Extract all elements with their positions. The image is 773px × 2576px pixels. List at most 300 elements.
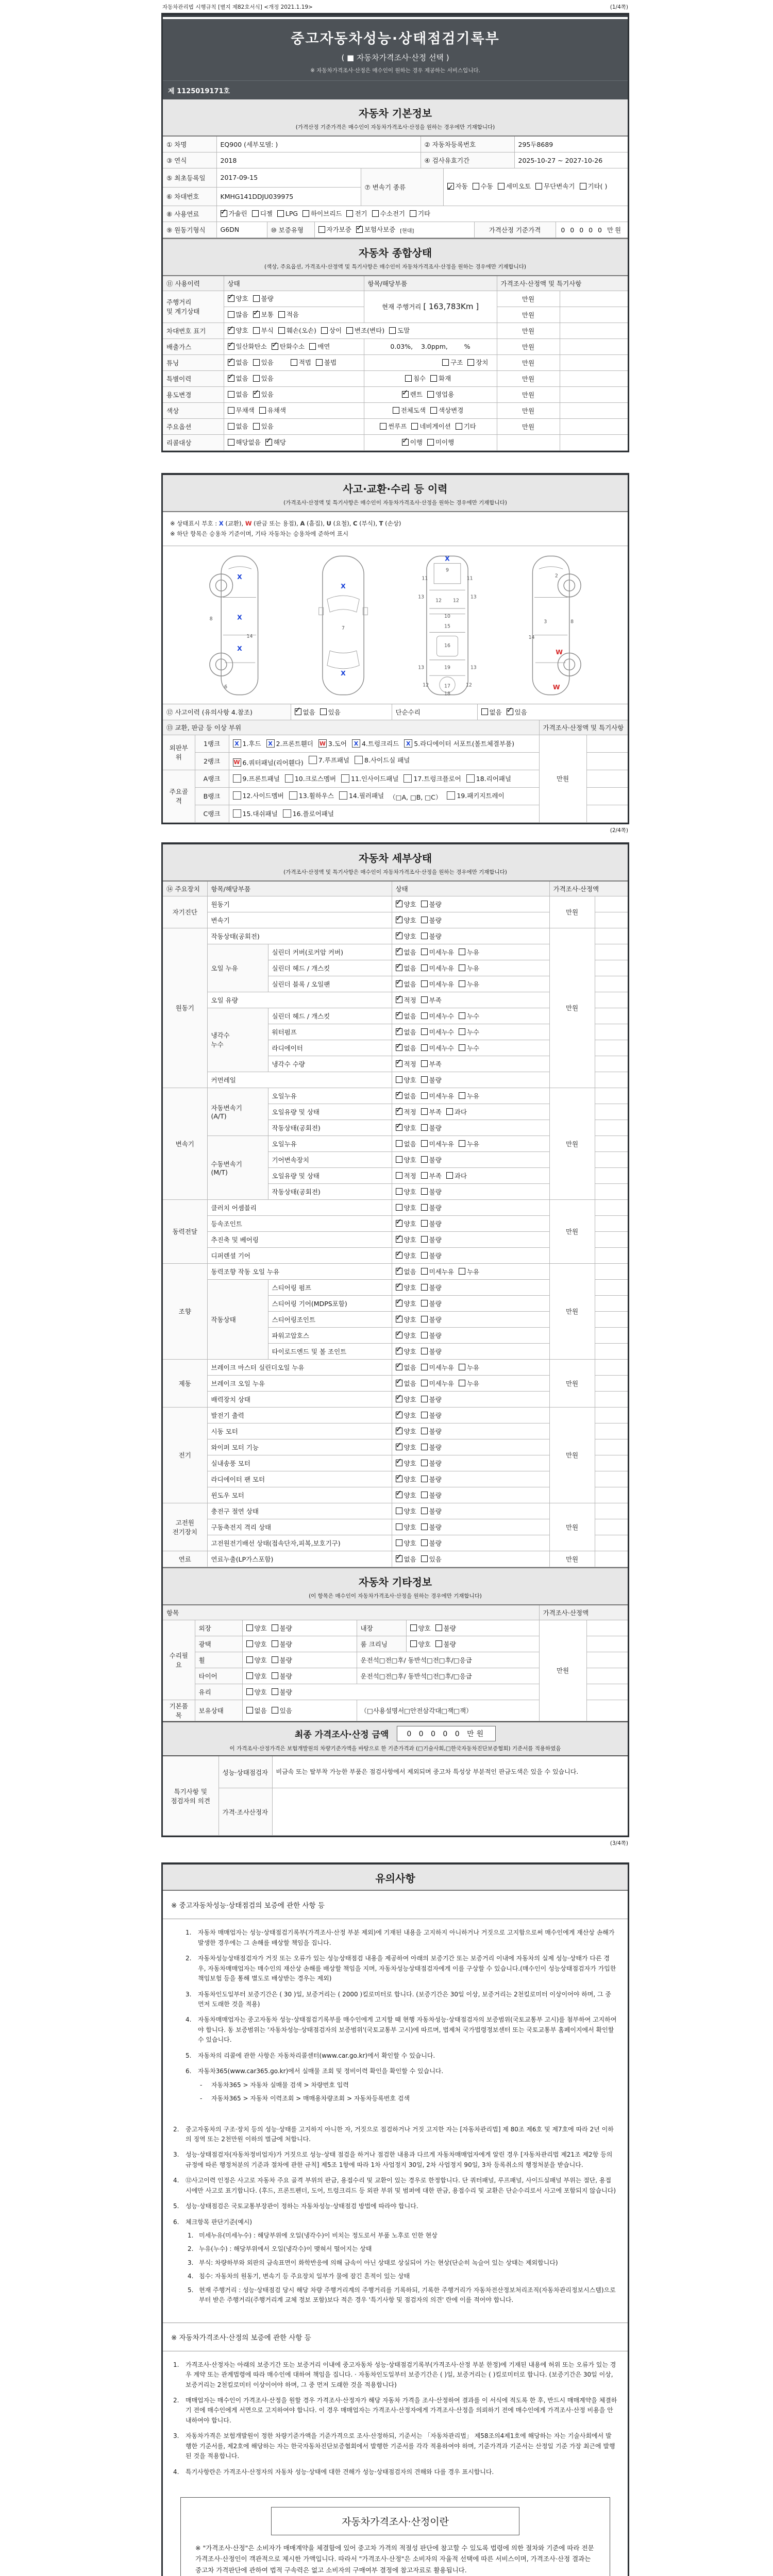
checkbox-option[interactable]: 불량 bbox=[421, 1283, 442, 1292]
checkbox-option[interactable]: 누수 bbox=[459, 1043, 479, 1053]
checkbox-option[interactable]: ✓ 일산화탄소 bbox=[228, 342, 267, 351]
checkbox-option[interactable]: 불량 bbox=[421, 931, 442, 941]
checkbox-option[interactable]: 미세누유 bbox=[421, 963, 454, 973]
checkbox-option[interactable]: ✓ 적정 bbox=[396, 1107, 416, 1116]
panel-item[interactable]: 12.사이드멤버 bbox=[233, 791, 284, 800]
checkbox-option[interactable]: 누유 bbox=[459, 947, 479, 957]
checkbox-option[interactable]: ✓ 양호 bbox=[396, 1331, 416, 1340]
checkbox-icon bbox=[396, 933, 402, 939]
checkbox-icon bbox=[421, 1092, 428, 1099]
checkbox-option[interactable]: ✓ 없음 bbox=[396, 1363, 416, 1372]
checkbox-option[interactable]: ✓ 양호 bbox=[396, 1459, 416, 1468]
field-label: ⑥ 차대번호 bbox=[163, 187, 216, 206]
table-row: 변속기 자동변속기 (A/T) 오일누유 ✓ 없음 미세누유 누유 만원 bbox=[163, 1088, 628, 1104]
checkbox-option[interactable]: ✓ 적정 bbox=[396, 1059, 416, 1069]
damage-mark-12: 12 bbox=[435, 598, 442, 604]
checkbox-option[interactable]: 미세누유 bbox=[421, 979, 454, 989]
note-item: 1. 자동차 매매업자는 성능·상태점검기록부(가격조사·산정 부분 제외)에 기재된 내용을 고지하지 아니하거나 거짓으로 고지함으로써 매수인에게 재산상 손해가 발생한 경우에는 그 손해를 배상할 책임을 집니다. bbox=[186, 1929, 615, 1946]
checkbox-option[interactable]: 부족 bbox=[421, 1171, 442, 1180]
note-item: 5. 성능·상태점검은 국토교통부장관이 정하는 자동차성능·상태점검 방법에 따라야 합니다. bbox=[173, 2202, 418, 2210]
field-label: 가격산정 기준가격 bbox=[474, 222, 556, 238]
panel-item[interactable]: X 4.트렁크리드 bbox=[352, 739, 399, 748]
checkbox-option[interactable]: ✓ 없음 bbox=[396, 1554, 416, 1564]
checkbox-option[interactable]: 누유 bbox=[459, 1379, 479, 1388]
checkbox-option[interactable]: 누유 bbox=[459, 1091, 479, 1100]
panel-item[interactable]: X 5.라디에이터 서포트(볼트체결부품) bbox=[404, 739, 514, 748]
checkbox-option[interactable]: 불량 bbox=[421, 1506, 442, 1516]
section-detail-header bbox=[163, 844, 628, 882]
checkbox-option[interactable]: 없음 bbox=[246, 1706, 267, 1715]
checkbox-icon bbox=[473, 183, 479, 190]
checkbox-option[interactable]: 수동 bbox=[473, 180, 493, 193]
checkbox-icon bbox=[421, 1316, 428, 1323]
checkbox-icon bbox=[396, 1284, 402, 1291]
checkbox-option[interactable]: 누유 bbox=[459, 1363, 479, 1372]
checkbox-icon bbox=[421, 1348, 428, 1354]
checkbox-option[interactable]: 부족 bbox=[421, 1059, 442, 1069]
checkbox-icon bbox=[396, 917, 402, 923]
column-header: 가격조사·산정액 및 특기사항 bbox=[539, 720, 628, 735]
checkbox-option[interactable]: 불량 bbox=[421, 1347, 442, 1356]
checkbox-option[interactable]: 영업용 bbox=[427, 389, 454, 399]
checkbox-option[interactable]: 불량 bbox=[421, 1522, 442, 1532]
panel-item[interactable]: 7.루프패널 bbox=[309, 755, 349, 765]
section-accident-title: 사고·교환·수리 등 이력 bbox=[343, 482, 448, 495]
table-row: 브레이크 오일 누유 ✓ 없음 미세누유 누유 bbox=[163, 1375, 628, 1391]
checkbox-option[interactable]: 불량 bbox=[272, 1687, 292, 1697]
checkbox-option[interactable]: 불량 bbox=[421, 1538, 442, 1548]
checkbox-option[interactable]: 불량 bbox=[253, 294, 274, 303]
checkbox-icon bbox=[252, 210, 259, 217]
title-divider bbox=[163, 15, 628, 17]
panel-item[interactable]: 8.사이드실 패널 bbox=[355, 755, 410, 765]
panel-item[interactable]: 18.리어패널 bbox=[466, 774, 511, 783]
table-row: 튜닝 ✓ 없음 있음 적법 불법 구조 장치 만원 bbox=[163, 354, 628, 370]
pricing-info-box bbox=[180, 2497, 610, 2576]
checkbox-option[interactable]: ✓ 양호 bbox=[396, 1475, 416, 1484]
panel-item[interactable]: 17.트렁크플로어 bbox=[404, 774, 461, 783]
note-item: 1. 가격조사·산정자는 아래의 보증기간 또는 보증거리 이내에 중고자동차 성능·상태점검기록부(가격조사·산정 부분 한정)에 기재된 내용에 허위 또는 오류가 있는 경우 계약 또는 관계법령에 따라 매수인에 대하여 책임을 집니다. · 자동차인도일부터 보증기간은 ( )일, 보증거리는 ( )킬로미터로 합니다. (보증기간은 30일 이상, 보증거리는 2천킬로미터 이상이어야 하며, 그 중 먼저 도래한 것을 적용합니다) bbox=[173, 2361, 616, 2388]
checkbox-option[interactable]: 미세누유 bbox=[421, 947, 454, 957]
checkbox-icon bbox=[396, 1476, 402, 1482]
checkbox-option[interactable]: ✓ 양호 bbox=[396, 931, 416, 941]
checkbox-option[interactable]: ✓ 렌트 bbox=[402, 389, 423, 399]
checkbox-option[interactable]: 없음 bbox=[481, 707, 502, 717]
panel-item[interactable]: 9.프론트패널 bbox=[233, 774, 280, 783]
checkbox-option[interactable]: 불량 bbox=[421, 1203, 442, 1212]
checkbox-option[interactable]: 양호 bbox=[396, 1538, 416, 1548]
checkbox-option[interactable]: 적정 bbox=[396, 1171, 416, 1180]
checkbox-option[interactable]: 양호 bbox=[246, 1639, 267, 1649]
checkbox-option[interactable]: 양호 bbox=[410, 1639, 431, 1649]
checkbox-option[interactable]: ✓ 없음 bbox=[396, 1091, 416, 1100]
checkbox-icon bbox=[272, 343, 278, 350]
checkbox-option[interactable]: 없음 bbox=[228, 421, 248, 431]
checkbox-option[interactable]: 불량 bbox=[272, 1671, 292, 1681]
checkbox-option[interactable]: 불량 bbox=[272, 1623, 292, 1633]
checkbox-option[interactable]: ✓ 양호 bbox=[396, 1299, 416, 1308]
damage-mark-13: 13 bbox=[418, 665, 425, 671]
table-row: 오일유량 및 상태 적정 부족 과다 bbox=[163, 1167, 628, 1183]
pricing-info-body: ※ "가격조사·산정"은 소비자가 매매계약을 체결함에 있어 중고차 가격의 적절성 판단에 참고할 수 있도록 법령에 의한 절차와 기준에 따라 전문 가격조사·산정인이 객관적으로 제시한 가액입니다. 따라서 "가격조사·산정"은 소비자의 자율적 선택에 따른 서비스이며, 가격조사·산정 결과는 중고차 가격판단에 관하여 법적 구속력은 없고 소비자의 구매여부 결정에 참고자료로 활용됩니다. bbox=[195, 2544, 594, 2574]
checkbox-option[interactable]: ✓ 양호 bbox=[396, 1219, 416, 1228]
checkbox-icon bbox=[253, 327, 260, 334]
checkbox-option[interactable]: 불량 bbox=[421, 1155, 442, 1164]
checkbox-option[interactable]: 불량 bbox=[421, 1187, 442, 1196]
field-label: ⑤ 최초등록일 bbox=[163, 168, 216, 187]
final-price-label: 최종 가격조사·산정 금액 bbox=[294, 1730, 389, 1740]
checkbox-icon bbox=[421, 1140, 428, 1147]
panel-item[interactable]: 14.필러패널 bbox=[339, 791, 384, 800]
panel-item[interactable]: 11.인사이드패널 bbox=[341, 774, 398, 783]
document-page bbox=[161, 0, 629, 2576]
checkbox-option[interactable]: 불량 bbox=[421, 1251, 442, 1260]
checkbox-option[interactable]: 전기 bbox=[346, 209, 367, 218]
table-row: 외판부위 1랭크 X 1.후드 X 2.프론트휀더 W 3.도어 X 4.트렁크리드 X 5.라디에이터 서포트(볼트체결부품) 만원 bbox=[163, 735, 628, 752]
checkbox-icon bbox=[421, 1188, 428, 1195]
checkbox-icon bbox=[421, 1460, 428, 1466]
table-row: 색상 무채색 유채색 전체도색 색상변경 만원 bbox=[163, 402, 628, 418]
simple-repair-label: 단순수리 bbox=[392, 704, 477, 720]
checkbox-option[interactable]: ✓ 양호 bbox=[396, 916, 416, 925]
checkbox-icon bbox=[507, 708, 513, 715]
checkbox-option[interactable]: 썬루프 bbox=[380, 421, 407, 431]
checkbox-icon bbox=[272, 1640, 278, 1647]
checkbox-option[interactable]: 미세누유 bbox=[421, 1139, 454, 1148]
checkbox-option[interactable]: 불량 bbox=[435, 1639, 456, 1649]
checkbox-option[interactable]: 구조 bbox=[442, 358, 463, 367]
checkbox-option[interactable]: 누유 bbox=[459, 979, 479, 989]
checkbox-icon bbox=[396, 1220, 402, 1227]
checkbox-option[interactable]: ✓ 적정 bbox=[396, 995, 416, 1005]
checkbox-option[interactable]: ✓ 이행 bbox=[402, 437, 423, 447]
checkbox-icon bbox=[396, 1060, 402, 1067]
table-row bbox=[163, 152, 628, 168]
checkbox-icon bbox=[253, 423, 260, 430]
checkbox-option[interactable]: 누수 bbox=[459, 1011, 479, 1021]
checkbox-option[interactable]: 과다 bbox=[446, 1171, 467, 1180]
checkbox-option[interactable]: ✓ 양호 bbox=[396, 1283, 416, 1292]
checkbox-icon bbox=[396, 1428, 402, 1434]
report-title: 중고자동차성능·상태점검기록부 bbox=[291, 31, 500, 47]
checkbox-icon bbox=[396, 1396, 402, 1402]
panel-item[interactable]: W 3.도어 bbox=[319, 740, 347, 748]
checkbox-option[interactable]: 불량 bbox=[421, 1459, 442, 1468]
checkbox-option[interactable]: 불량 bbox=[421, 1475, 442, 1484]
checkbox-option[interactable]: ✓ 없음 bbox=[396, 1011, 416, 1021]
accident-history-label: ⑫ 사고이력 (유의사항 4.참조) bbox=[163, 704, 291, 720]
checkbox-option[interactable]: ✓ 양호 bbox=[396, 1490, 416, 1500]
checkbox-option[interactable]: 무채색 bbox=[228, 405, 255, 415]
table-row: 오일 유량 ✓ 적정 부족 bbox=[163, 992, 628, 1008]
checkbox-option[interactable]: 불량 bbox=[272, 1655, 292, 1665]
checkbox-option[interactable]: 부족 bbox=[421, 1107, 442, 1116]
damage-mark-14: 14 bbox=[246, 633, 253, 639]
checkbox-icon bbox=[410, 1624, 417, 1631]
panel-item[interactable]: X 2.프론트휀더 bbox=[266, 739, 313, 748]
checkbox-option[interactable]: 불량 bbox=[421, 916, 442, 925]
checkbox-option[interactable]: 자가보증 bbox=[318, 225, 351, 234]
checkbox-option[interactable]: 화재 bbox=[430, 374, 451, 383]
checkbox-icon bbox=[396, 1460, 402, 1466]
checkbox-option[interactable]: 기타 bbox=[456, 421, 476, 431]
checkbox-option[interactable]: ✓ 양호 bbox=[396, 1315, 416, 1324]
checkbox-icon bbox=[396, 1316, 402, 1323]
section-other-header bbox=[163, 1567, 628, 1605]
panel-item[interactable]: X 1.후드 bbox=[233, 739, 261, 748]
checkbox-option[interactable]: 양호 bbox=[396, 1155, 416, 1164]
checkbox-icon bbox=[272, 1656, 278, 1663]
checkbox-icon bbox=[396, 1380, 402, 1386]
checkbox-option[interactable]: 미세누수 bbox=[421, 1011, 454, 1021]
checkbox-option[interactable]: 누유 bbox=[459, 1139, 479, 1148]
checkbox-option[interactable]: 있음 bbox=[253, 374, 274, 383]
note-subitem: 2. 누유(누수) : 해당부위에서 오일(냉각수)이 맺혀서 떨어지는 상태 bbox=[188, 2245, 372, 2253]
checkbox-option[interactable]: ✓ 없음 bbox=[396, 963, 416, 973]
table-row: B랭크 12.사이드멤버 13.휠하우스 14.필러패널 （□A, □B, □C） 19.패키지트레이 bbox=[163, 787, 628, 805]
checkbox-option[interactable]: 침수 bbox=[405, 374, 426, 383]
checkbox-option[interactable]: ✓ 없음 bbox=[228, 358, 248, 367]
checkbox-option[interactable]: 불량 bbox=[421, 1075, 442, 1084]
checkbox-option[interactable]: 양호 bbox=[410, 1623, 431, 1633]
checkbox-option[interactable]: ✓ 양호 bbox=[396, 1235, 416, 1244]
panel-item[interactable]: 16.플로어패널 bbox=[283, 809, 334, 818]
checkbox-option[interactable]: 장치 bbox=[467, 358, 488, 367]
checkbox-option[interactable]: ✓ 양호 bbox=[228, 294, 248, 303]
checkbox-option[interactable]: ✓ 없음 bbox=[396, 1267, 416, 1276]
panel-item[interactable]: W 6.쿼터패널(리어휀다) bbox=[233, 758, 304, 767]
section-notes-header bbox=[163, 1865, 628, 1891]
checkbox-option[interactable]: 불량 bbox=[421, 1395, 442, 1404]
checkbox-option[interactable]: ✓ 없음 bbox=[228, 374, 248, 383]
checkbox-option[interactable]: 상이 bbox=[321, 326, 342, 335]
checkbox-option[interactable]: 훼손(오손) bbox=[278, 326, 316, 335]
checkbox-icon bbox=[278, 327, 285, 334]
checkbox-option[interactable]: ✓ 없음 bbox=[396, 1027, 416, 1037]
checkbox-option[interactable]: 매연 bbox=[309, 342, 330, 351]
checkbox-option[interactable]: 네비게이션 bbox=[411, 421, 450, 431]
damage-mark-8: 8 bbox=[570, 619, 574, 625]
checkbox-option[interactable]: 불량 bbox=[421, 1123, 442, 1132]
checkbox-option[interactable]: ✓ 양호 bbox=[396, 1123, 416, 1132]
checkbox-option[interactable]: 있음 bbox=[272, 1706, 292, 1715]
checkbox-option[interactable]: 미이행 bbox=[427, 437, 454, 447]
checkbox-option[interactable]: 불량 bbox=[421, 1235, 442, 1244]
fuel-options bbox=[216, 206, 628, 222]
panel-item[interactable]: 10.크로스멤버 bbox=[285, 774, 336, 783]
checkbox-option[interactable]: ✓ 없음 bbox=[295, 707, 315, 717]
panel-item[interactable]: 13.휠하우스 bbox=[289, 791, 334, 800]
damage-mark-2: 2 bbox=[554, 573, 558, 579]
vehicle-name-value: EQ900 (세부모델: ) bbox=[216, 137, 421, 152]
column-header: ⑪ 사용이력 bbox=[163, 276, 224, 291]
note-subitem: - 자동차365 > 자동차 실매물 검색 > 차량번호 입력 bbox=[200, 2081, 349, 2089]
note-item: 5. 자동차의 리콜에 관한 사항은 자동차리콜센터(www.car.go.kr)에서 확인할 수 있습니다. bbox=[186, 2052, 435, 2059]
checkbox-option[interactable]: 해당없음 bbox=[228, 437, 261, 447]
report-title-banner bbox=[163, 19, 628, 99]
odometer-reading: 현재 주행거리 [ 163,783Km ] bbox=[364, 291, 497, 323]
checkbox-option[interactable]: ✓ 양호 bbox=[396, 1427, 416, 1436]
checkbox-option[interactable]: LPG bbox=[277, 210, 298, 217]
checkbox-option[interactable]: 불량 bbox=[421, 1411, 442, 1420]
checkbox-option[interactable]: 미세누유 bbox=[421, 1091, 454, 1100]
checkbox-option[interactable]: 세미오토 bbox=[498, 180, 531, 193]
checkbox-option[interactable]: 양호 bbox=[246, 1623, 267, 1633]
checkbox-option[interactable]: 미세누유 bbox=[421, 1267, 454, 1276]
checkbox-option[interactable]: 불량 bbox=[421, 1331, 442, 1340]
panel-item[interactable]: 15.대쉬패널 bbox=[233, 809, 278, 818]
checkbox-option[interactable]: 없음 bbox=[228, 389, 248, 399]
checkbox-option[interactable]: 미세누수 bbox=[421, 1043, 454, 1053]
checkbox-icon bbox=[421, 1108, 428, 1115]
checkbox-option[interactable]: ✓ 가솔린 bbox=[221, 209, 247, 218]
checkbox-option[interactable]: 하이브리드 bbox=[303, 209, 342, 218]
checkbox-option[interactable]: 누유 bbox=[459, 1267, 479, 1276]
checkbox-option[interactable]: 불량 bbox=[421, 1315, 442, 1324]
checkbox-option[interactable]: 전체도색 bbox=[393, 405, 426, 415]
checkbox-option[interactable]: ✓ 있음 bbox=[507, 707, 527, 717]
checkbox-option[interactable]: 있음 bbox=[320, 707, 341, 717]
checkbox-option[interactable]: 불량 bbox=[272, 1639, 292, 1649]
table-row: 작동상태(공회전) ✓ 양호 불량 bbox=[163, 1120, 628, 1136]
checkbox-option[interactable]: 불량 bbox=[421, 900, 442, 909]
checkbox-option[interactable]: 누유 bbox=[459, 963, 479, 973]
checkbox-icon bbox=[421, 1284, 428, 1291]
checkbox-option[interactable]: 불량 bbox=[421, 1443, 442, 1452]
column-header: 가격조사·산정액 및 특기사항 bbox=[497, 276, 628, 291]
inspector-opinion-text: 비금속 또는 탈부착 가능한 부품은 점검사항에서 제외되며 중고차 특성상 부분적인 판금도색은 있을 수 있습니다. bbox=[272, 1756, 628, 1788]
checkbox-option[interactable]: 기타 bbox=[410, 209, 430, 218]
damage-mark-X: X bbox=[341, 582, 346, 590]
checkbox-option[interactable]: 무단변속기 bbox=[535, 180, 575, 193]
checkbox-option[interactable]: 누수 bbox=[459, 1027, 479, 1037]
checkbox-option[interactable]: 미세누수 bbox=[421, 1027, 454, 1037]
checkbox-option[interactable]: 양호 bbox=[396, 1075, 416, 1084]
checkbox-option[interactable]: 양호 bbox=[246, 1671, 267, 1681]
checkbox-option[interactable]: 양호 bbox=[396, 1203, 416, 1212]
checkbox-option[interactable]: 미세누유 bbox=[421, 1379, 454, 1388]
checkbox-icon bbox=[253, 375, 260, 382]
checkbox-option[interactable]: 미세누유 bbox=[421, 1363, 454, 1372]
detail-state-table bbox=[163, 882, 628, 1567]
checkbox-option[interactable]: ✓ 있음 bbox=[253, 389, 274, 399]
checkbox-option[interactable]: 많음 bbox=[228, 310, 248, 319]
checkbox-option[interactable]: 유채색 bbox=[259, 405, 286, 415]
checkbox-icon bbox=[396, 980, 402, 987]
note-subitem: 1. 미세누유(미세누수) : 해당부위에 오일(냉각수)이 비치는 정도로서 부품 노후로 인한 현상 bbox=[188, 2232, 438, 2239]
checkbox-option[interactable]: ✓ 없음 bbox=[396, 1043, 416, 1053]
checkbox-option[interactable]: 부식 bbox=[253, 326, 274, 335]
checkbox-icon bbox=[228, 439, 234, 446]
checkbox-option[interactable]: 양호 bbox=[246, 1655, 267, 1665]
checkbox-option[interactable]: 과다 bbox=[446, 1107, 467, 1116]
checkbox-option[interactable]: ✓ 보험사보증 bbox=[356, 225, 395, 234]
checkbox-icon bbox=[421, 917, 428, 923]
checkbox-option[interactable]: 양호 bbox=[396, 1187, 416, 1196]
checkbox-option[interactable]: 양호 bbox=[396, 1506, 416, 1516]
damage-mark-12: 12 bbox=[423, 682, 429, 688]
checkbox-icon bbox=[253, 311, 260, 318]
table-row: 차대번호 표기 ✓ 양호 부식 훼손(오손) 상이 변조(변타) 도말 만원 bbox=[163, 323, 628, 338]
checkbox-icon bbox=[498, 183, 505, 190]
checkbox-option[interactable]: 불량 bbox=[435, 1623, 456, 1633]
checkbox-icon bbox=[421, 1060, 428, 1067]
checkbox-icon bbox=[396, 1028, 402, 1035]
checkbox-option[interactable]: 도말 bbox=[389, 326, 410, 335]
state-code-T: T (손상) bbox=[379, 519, 401, 527]
checkbox-icon bbox=[396, 1332, 402, 1338]
notes-subheader: ※ 자동차가격조사·산정의 보증에 관한 사항 등 bbox=[163, 2323, 628, 2351]
checkbox-option[interactable]: 색상변경 bbox=[430, 405, 463, 415]
checkbox-option[interactable]: ✓ 자동 bbox=[447, 180, 468, 193]
checkbox-option[interactable]: ✓ 양호 bbox=[228, 326, 248, 335]
checkbox-option[interactable]: ✓ 없음 bbox=[396, 979, 416, 989]
checkbox-option[interactable]: ✓ 없음 bbox=[396, 947, 416, 957]
checkbox-icon bbox=[396, 901, 402, 907]
checkbox-option[interactable]: 있음 bbox=[421, 1554, 442, 1564]
checkbox-option[interactable]: ✓ 양호 bbox=[396, 1395, 416, 1404]
checkbox-option[interactable]: ✓ 양호 bbox=[396, 1443, 416, 1452]
checkbox-option[interactable]: 있음 bbox=[253, 358, 274, 367]
checkbox-option[interactable]: 양호 bbox=[396, 1522, 416, 1532]
first-registration-value: 2017-09-15 bbox=[216, 168, 361, 187]
final-price-value: 0 0 0 0 0 만원 bbox=[397, 1726, 496, 1741]
checkbox-option[interactable]: ✓ 양호 bbox=[396, 900, 416, 909]
checkbox-icon bbox=[580, 183, 586, 190]
checkbox-option[interactable]: 불법 bbox=[316, 358, 337, 367]
checkbox-option[interactable]: 불량 bbox=[421, 1219, 442, 1228]
checkbox-option[interactable]: ✓ 해당 bbox=[265, 437, 286, 447]
checkbox-option[interactable]: 불량 bbox=[421, 1490, 442, 1500]
checkbox-option[interactable]: 수소전기 bbox=[372, 209, 405, 218]
checkbox-option[interactable]: 있음 bbox=[253, 421, 274, 431]
checkbox-option[interactable]: ✓ 양호 bbox=[396, 1411, 416, 1420]
checkbox-icon bbox=[396, 1140, 402, 1147]
checkbox-option[interactable]: ✓ 보통 bbox=[253, 310, 274, 319]
column-header: 상태 bbox=[224, 276, 364, 291]
panel-item[interactable]: 19.패키지트레이 bbox=[447, 791, 504, 800]
checkbox-option[interactable]: 기타( ) bbox=[580, 180, 608, 193]
checkbox-icon bbox=[396, 1523, 402, 1530]
car-left-side-diagram bbox=[200, 553, 278, 698]
checkbox-option[interactable]: ✓ 양호 bbox=[396, 1251, 416, 1260]
checkbox-icon bbox=[405, 375, 412, 382]
checkbox-icon bbox=[459, 964, 465, 971]
checkbox-option[interactable]: 불량 bbox=[421, 1299, 442, 1308]
state-code-U: U (요철), bbox=[326, 519, 354, 527]
checkbox-option[interactable]: ✓ 탄화수소 bbox=[272, 342, 305, 351]
checkbox-option[interactable]: ✓ 양호 bbox=[396, 1347, 416, 1356]
checkbox-icon bbox=[380, 423, 386, 430]
checkbox-option[interactable]: 없음 bbox=[396, 1139, 416, 1148]
checkbox-option[interactable]: 적음 bbox=[278, 310, 299, 319]
checkbox-option[interactable]: 디젤 bbox=[252, 209, 273, 218]
table-row: 작동상태(공회전) 양호 불량 bbox=[163, 1183, 628, 1199]
checkbox-option[interactable]: 양호 bbox=[246, 1687, 267, 1697]
checkbox-icon bbox=[246, 1656, 253, 1663]
checkbox-icon bbox=[421, 1555, 428, 1562]
checkbox-icon bbox=[456, 423, 462, 430]
appraiser-opinion-text bbox=[272, 1788, 628, 1836]
checkbox-icon bbox=[318, 226, 325, 233]
checkbox-option[interactable]: 부족 bbox=[421, 995, 442, 1005]
checkbox-option[interactable]: 적법 bbox=[291, 358, 311, 367]
damage-mark-11: 11 bbox=[422, 575, 428, 582]
checkbox-option[interactable]: ✓ 없음 bbox=[396, 1379, 416, 1388]
checkbox-option[interactable]: 불량 bbox=[421, 1427, 442, 1436]
field-label: ④ 검사유효기간 bbox=[421, 152, 514, 168]
checkbox-option[interactable]: 변조(변타) bbox=[346, 326, 384, 335]
